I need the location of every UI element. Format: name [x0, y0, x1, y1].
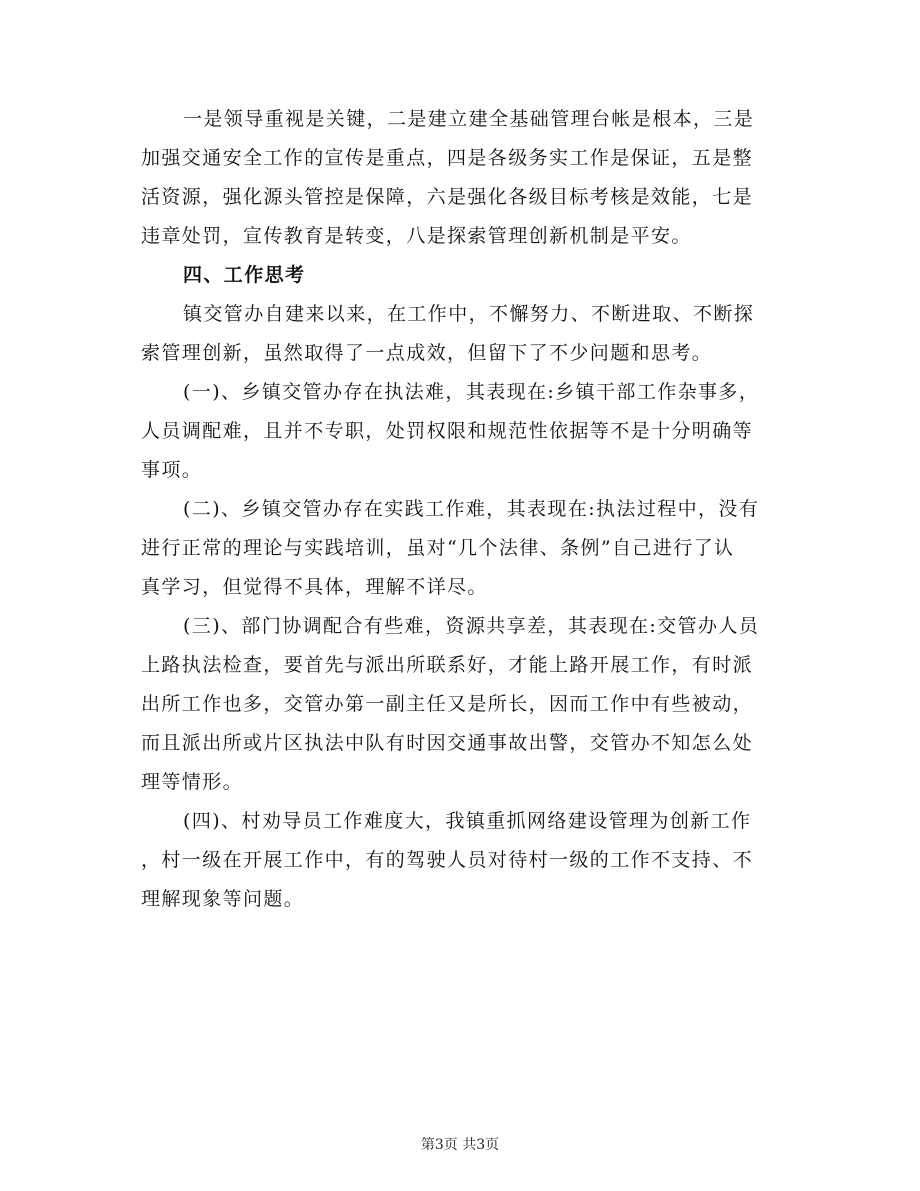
paragraph-line: 理等情形。 [141, 771, 244, 793]
paragraph-line: ，村一级在开展工作中，有的驾驶人员对待村一级的工作不支持、不 [141, 849, 754, 871]
paragraph-line: 进行正常的理论与实践培训，虽对“几个法律、条例”自己进行了认 [141, 537, 735, 559]
paragraph-line: 加强交通安全工作的宣传是重点，四是各级务实工作是保证，五是整 [141, 147, 754, 169]
paragraph-line: 违章处罚，宣传教育是转变，八是探索管理创新机制是平安。 [141, 225, 692, 247]
paragraph-line: 事项。 [141, 459, 203, 481]
section-heading: 四、工作思考 [183, 264, 306, 286]
paragraph-line: 上路执法检查，要首先与派出所联系好，才能上路开展工作，有时派 [141, 654, 754, 676]
paragraph-line: (二)、乡镇交管办存在实践工作难，其表现在:执法过程中，没有 [183, 498, 760, 520]
paragraph-line: 而且派出所或片区执法中队有时因交通事故出警，交管办不知怎么处 [141, 732, 754, 754]
paragraph-line: 人员调配难，且并不专职，处罚权限和规范性依据等不是十分明确等 [141, 420, 754, 442]
paragraph-line: (一)、乡镇交管办存在执法难，其表现在:乡镇干部工作杂事多， [183, 381, 760, 403]
document-body [141, 104, 791, 923]
paragraph-line: 活资源，强化源头管控是保障，六是强化各级目标考核是效能，七是 [141, 186, 754, 208]
page-number-footer: 第3页 共3页 [420, 1137, 500, 1153]
paragraph-line: 出所工作也多，交管办第一副主任又是所长，因而工作中有些被动， [141, 693, 754, 715]
paragraph-line: 一是领导重视是关键，二是建立建全基础管理台帐是根本，三是 [183, 108, 755, 130]
paragraph-line: 理解现象等问题。 [141, 888, 305, 910]
paragraph-line: 镇交管办自建来以来，在工作中，不懈努力、不断进取、不断探 [183, 303, 755, 325]
paragraph-line: 真学习，但觉得不具体，理解不详尽。 [141, 576, 488, 598]
paragraph-line: 索管理创新，虽然取得了一点成效，但留下了不少问题和思考。 [141, 342, 713, 364]
paragraph-line: (三)、部门协调配合有些难，资源共享差，其表现在:交管办人员 [183, 615, 760, 637]
paragraph-line: (四)、村劝导员工作难度大，我镇重抓网络建设管理为创新工作 [183, 810, 752, 832]
